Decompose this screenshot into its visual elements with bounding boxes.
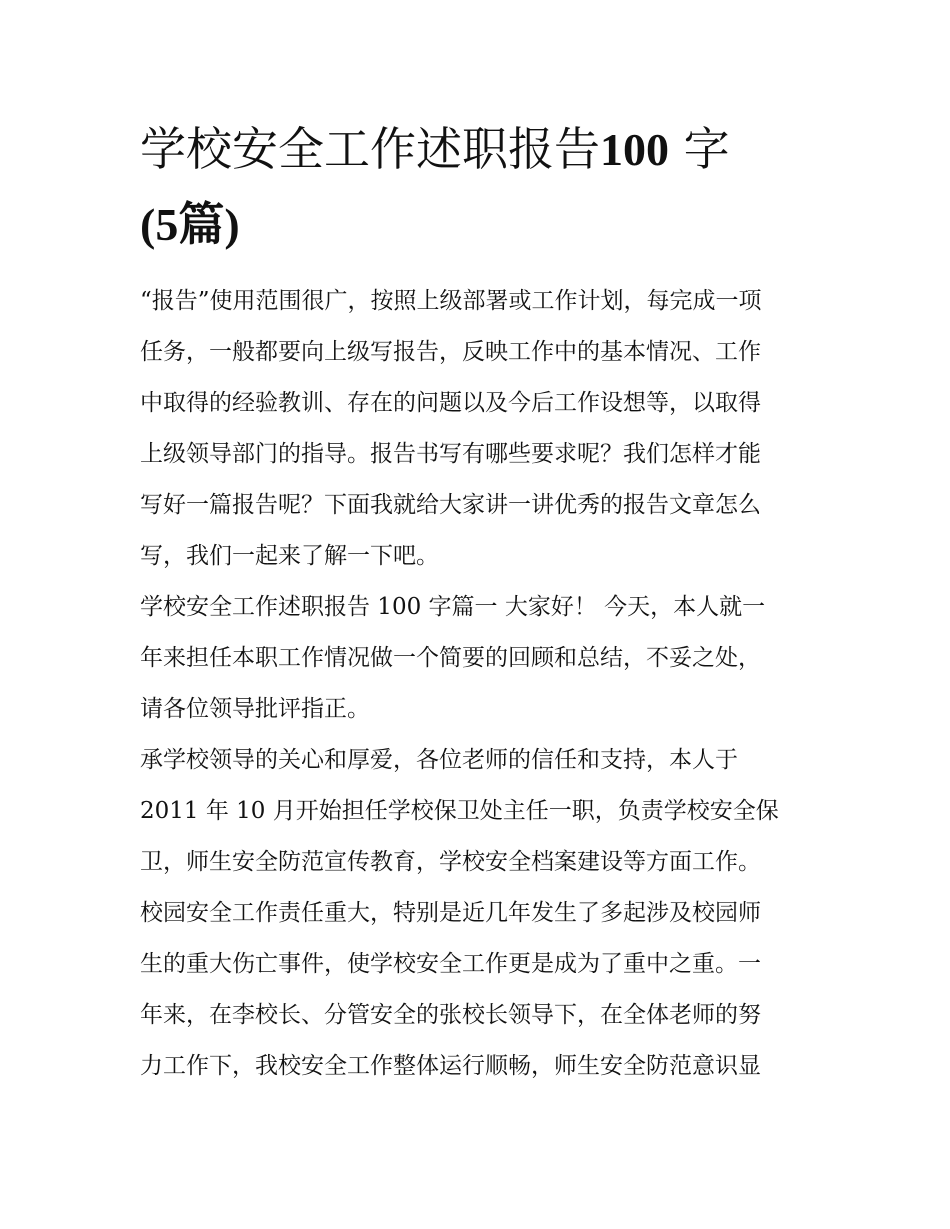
title-text: 学校安全工作述职报告 [140, 122, 600, 176]
title-number: 100 [600, 124, 669, 175]
paragraph-intro: “报告”使用范围很广，按照上级部署或工作计划，每完成一项 任务，一般都要向上级写报告，反映工作中的基本情况、工作 中取得的经验教训、存在的问题以及今后工作设想等，以取得 上级领导部门的指导。报告书写有哪些要求呢？我们怎样才能 写好一篇报告呢？下面我就给大家讲一讲优秀的报告文章怎么 写，我们一起来了解一下吧。 [140, 288, 762, 569]
paragraph-body: 承学校领导的关心和厚爱，各位老师的信任和支持，本人于 2011 年 10 月开始担任学校保卫处主任一职，负责学校安全保 卫，师生安全防范宣传教育，学校安全档案建设等方面工作。 校园安全工作责任重大，特别是近几年发生了多起涉及校园师 生的重大伤亡事件，使学校安全工作更是成为了重中之重。一 年来，在李校长、分管安全的张校长领导下，在全体老师的努 力工作下，我校安全工作整体运行顺畅，师生安全防范意识显 [140, 747, 779, 1079]
document-body [140, 276, 830, 1092]
document-title [140, 112, 820, 262]
paragraph-greeting: 学校安全工作述职报告 100 字篇一 大家好！ 今天，本人就一 年来担任本职工作情况做一个简要的回顾和总结，不妥之处， 请各位领导批评指正。 [140, 594, 766, 722]
title-subtitle: (5篇) [140, 199, 240, 250]
title-suffix: 字 [683, 122, 730, 176]
